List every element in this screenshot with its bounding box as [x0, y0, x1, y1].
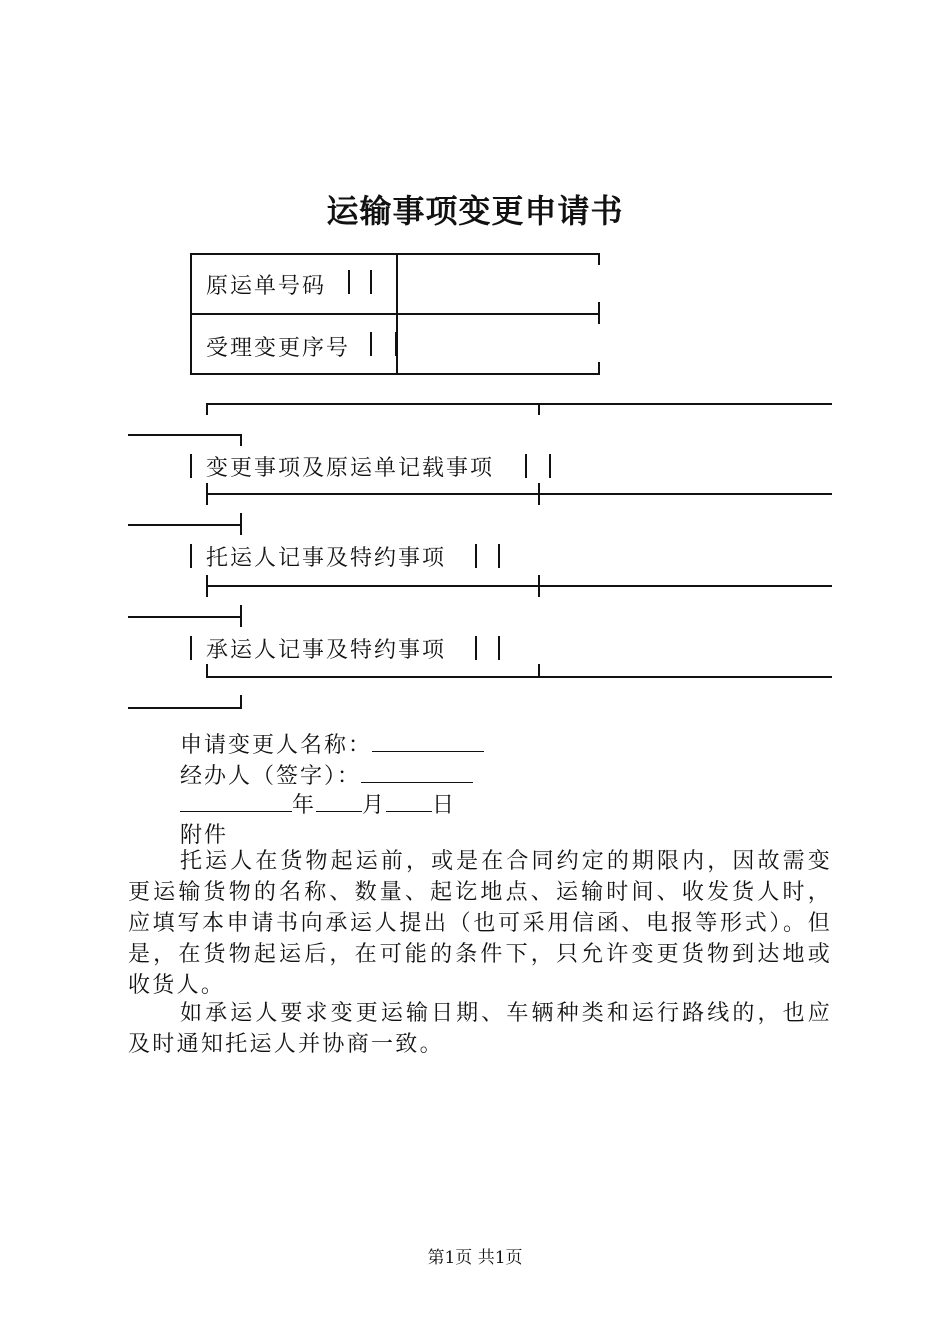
handler-signature-label: 经办人（签字）： [180, 764, 362, 789]
top-table-border-right-a [598, 253, 600, 265]
attachment-paragraph: 托运人在货物起运前，或是在合同约定的期限内，因故需变更运输货物的名称、数量、起讫地点、运输时间、收发货人时，应填写本申请书向承运人提出（也可采用信函、电报等形式）。但是，在货物起运后，在可能的条件下，只允许变更货物到达地或收货人。 [128, 849, 832, 998]
change-table-tick [206, 483, 208, 505]
cell-separator [190, 454, 192, 478]
cell-separator [370, 332, 372, 356]
shipper-notes-label: 托运人记事及特约事项 [206, 546, 447, 571]
top-table-border-left [190, 253, 192, 375]
top-table-border-right-b [598, 302, 600, 324]
change-table-tick [240, 695, 242, 708]
applicant-name-label: 申请变更人名称： [180, 733, 373, 758]
document-title: 运输事项变更申请书 [326, 192, 624, 230]
applicant-name-row [180, 728, 484, 759]
handler-signature-field[interactable] [361, 764, 473, 783]
attachment-heading: 附件 [180, 823, 229, 848]
date-year-label: 年 [292, 793, 317, 818]
change-table-wrap-line [128, 707, 242, 709]
cell-separator [475, 636, 477, 660]
cell-separator [348, 270, 350, 294]
applicant-name-field[interactable] [372, 733, 484, 752]
change-table-tick [206, 664, 208, 677]
cell-separator [498, 636, 500, 660]
change-table-wrap-line [128, 524, 242, 526]
date-year-field[interactable] [180, 793, 292, 812]
date-day-field[interactable] [386, 793, 432, 812]
change-table-tick [206, 575, 208, 597]
date-month-label: 月 [362, 793, 387, 818]
date-month-field[interactable] [316, 793, 362, 812]
change-sequence-number-label: 受理变更序号 [206, 336, 351, 361]
cell-separator [370, 270, 372, 294]
change-table-tick [538, 664, 540, 677]
change-table-tick [206, 403, 208, 415]
change-table-tick [538, 575, 540, 597]
change-table-wrap-line [128, 434, 242, 436]
top-table-border-mid [190, 313, 600, 315]
cell-separator [190, 544, 192, 568]
change-table-tick [538, 483, 540, 505]
change-table-border-bottom [206, 676, 832, 678]
handler-signature-row [180, 759, 473, 790]
page-number: 第1页 共1页 [427, 1248, 523, 1268]
cell-separator [190, 636, 192, 660]
change-items-label: 变更事项及原运单记载事项 [206, 456, 495, 481]
cell-separator [549, 454, 551, 478]
change-table-border-row [206, 585, 832, 587]
change-table-wrap-line [128, 616, 242, 618]
carrier-notes-label: 承运人记事及特约事项 [206, 638, 447, 663]
cell-separator [395, 332, 397, 356]
cell-separator [475, 544, 477, 568]
top-table-border-divider [396, 253, 398, 375]
change-table-tick [240, 605, 242, 627]
date-row [180, 788, 456, 819]
change-table-tick [240, 434, 242, 446]
top-table-border-bottom [190, 373, 600, 375]
top-table-border-top [190, 253, 600, 255]
change-table-border-row [206, 493, 832, 495]
change-table-tick [538, 403, 540, 415]
cell-separator [525, 454, 527, 478]
attachment-paragraph: 如承运人要求变更运输日期、车辆种类和运行路线的，也应及时通知托运人并协商一致。 [128, 1001, 832, 1057]
change-table-border-top [206, 403, 832, 405]
cell-separator [498, 544, 500, 568]
change-table-tick [240, 513, 242, 535]
original-waybill-number-label: 原运单号码 [206, 274, 327, 299]
date-day-label: 日 [432, 793, 457, 818]
top-table-border-right-c [598, 362, 600, 374]
